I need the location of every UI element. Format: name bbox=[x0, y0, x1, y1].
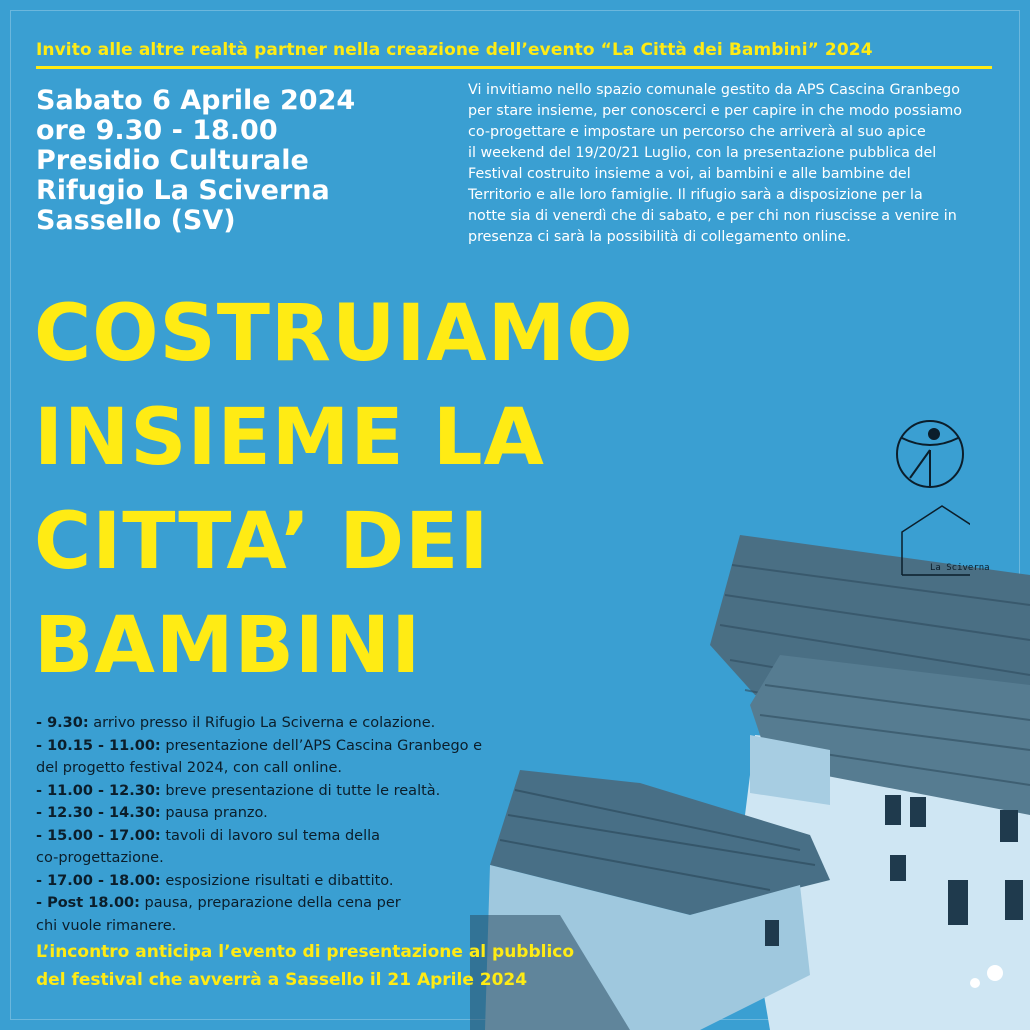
intro-line: co-progettare e impostare un percorso che arriverà al suo apice bbox=[468, 124, 926, 140]
program-time: - 9.30: bbox=[36, 715, 89, 731]
program-time: - Post 18.00: bbox=[36, 895, 140, 911]
intro-line: il weekend del 19/20/21 Luglio, con la presentazione pubblica del bbox=[468, 145, 937, 161]
event-town: Sassello (SV) bbox=[36, 205, 236, 236]
program-item bbox=[36, 892, 482, 915]
logo-caption: La Sciverna bbox=[930, 563, 990, 573]
program-text: chi vuole rimanere. bbox=[36, 917, 177, 934]
program-time: - 15.00 - 17.00: bbox=[36, 827, 161, 844]
window bbox=[890, 855, 906, 881]
la-sciverna-logo bbox=[890, 420, 970, 580]
intro-line: Vi invitiamo nello spazio comunale gestito da APS Cascina Granbego bbox=[468, 82, 960, 98]
program-item bbox=[36, 802, 482, 825]
event-time: ore 9.30 - 18.00 bbox=[36, 115, 278, 146]
program-text: arrivo presso il Rifugio La Sciverna e colazione. bbox=[88, 715, 436, 731]
program-text: presentazione dell’APS Cascina Granbego e bbox=[160, 737, 483, 754]
intro-text bbox=[468, 80, 993, 248]
program-text: pausa, preparazione della cena per bbox=[139, 895, 401, 911]
window bbox=[910, 797, 926, 827]
program-text: co-progettazione. bbox=[36, 850, 164, 866]
window bbox=[765, 920, 779, 946]
event-venue-line-2: Rifugio La Sciverna bbox=[36, 175, 330, 206]
intro-line: notte sia di venerdì che di sabato, e per chi non riuscisse a venire in bbox=[468, 208, 957, 224]
program-item bbox=[36, 735, 482, 758]
circle-logo-icon bbox=[897, 421, 963, 487]
title-line: BAMBINI bbox=[34, 601, 422, 691]
program-time: - 10.15 - 11.00: bbox=[36, 737, 161, 754]
intro-line: Festival costruito insieme a voi, ai bambini e alle bambine del bbox=[468, 166, 911, 182]
intro-line: presenza ci sarà la possibilità di collegamento online. bbox=[468, 229, 851, 245]
closing-line: del festival che avverrà a Sassello il 21 Aprile 2024 bbox=[36, 970, 528, 990]
window bbox=[1005, 880, 1023, 920]
program-text: del progetto festival 2024, con call online. bbox=[36, 760, 342, 776]
program-item bbox=[36, 915, 482, 938]
event-venue-line-1: Presidio Culturale bbox=[36, 145, 309, 176]
program-list bbox=[36, 712, 482, 937]
window bbox=[885, 795, 901, 825]
program-item bbox=[36, 780, 482, 803]
divider-line bbox=[36, 66, 992, 69]
program-text: esposizione risultati e dibattito. bbox=[160, 872, 394, 889]
intro-line: per stare insieme, per conoscerci e per capire in che modo possiamo bbox=[468, 103, 963, 119]
title-line: COSTRUIAMO bbox=[34, 289, 634, 379]
door bbox=[948, 880, 968, 925]
program-item bbox=[36, 847, 482, 870]
title-line: CITTA’ DEI bbox=[34, 497, 490, 587]
program-text: tavoli di lavoro sul tema della bbox=[160, 827, 381, 844]
closing-line: L’incontro anticipa l’evento di presentazione al pubblico bbox=[36, 942, 575, 962]
program-item bbox=[36, 712, 482, 735]
program-item bbox=[36, 825, 482, 848]
intro-line: Territorio e alle loro famiglie. Il rifugio sarà a disposizione per la bbox=[468, 187, 923, 203]
program-time: - 11.00 - 12.30: bbox=[36, 782, 161, 799]
garden-table bbox=[987, 965, 1003, 981]
title-line: INSIEME LA bbox=[34, 393, 545, 483]
program-time: - 12.30 - 14.30: bbox=[36, 805, 161, 821]
invite-heading: Invito alle altre realtà partner nella creazione dell’evento “La Città dei Bambini” 2024 bbox=[36, 40, 873, 60]
event-details bbox=[36, 86, 355, 236]
program-text: pausa pranzo. bbox=[160, 805, 268, 821]
event-date: Sabato 6 Aprile 2024 bbox=[36, 85, 356, 116]
program-item bbox=[36, 870, 482, 893]
program-text: breve presentazione di tutte le realtà. bbox=[160, 782, 441, 799]
program-time: - 17.00 - 18.00: bbox=[36, 872, 161, 889]
program-item bbox=[36, 757, 482, 780]
garden-chair bbox=[970, 978, 980, 988]
window bbox=[1000, 810, 1018, 842]
closing-text bbox=[36, 938, 574, 994]
